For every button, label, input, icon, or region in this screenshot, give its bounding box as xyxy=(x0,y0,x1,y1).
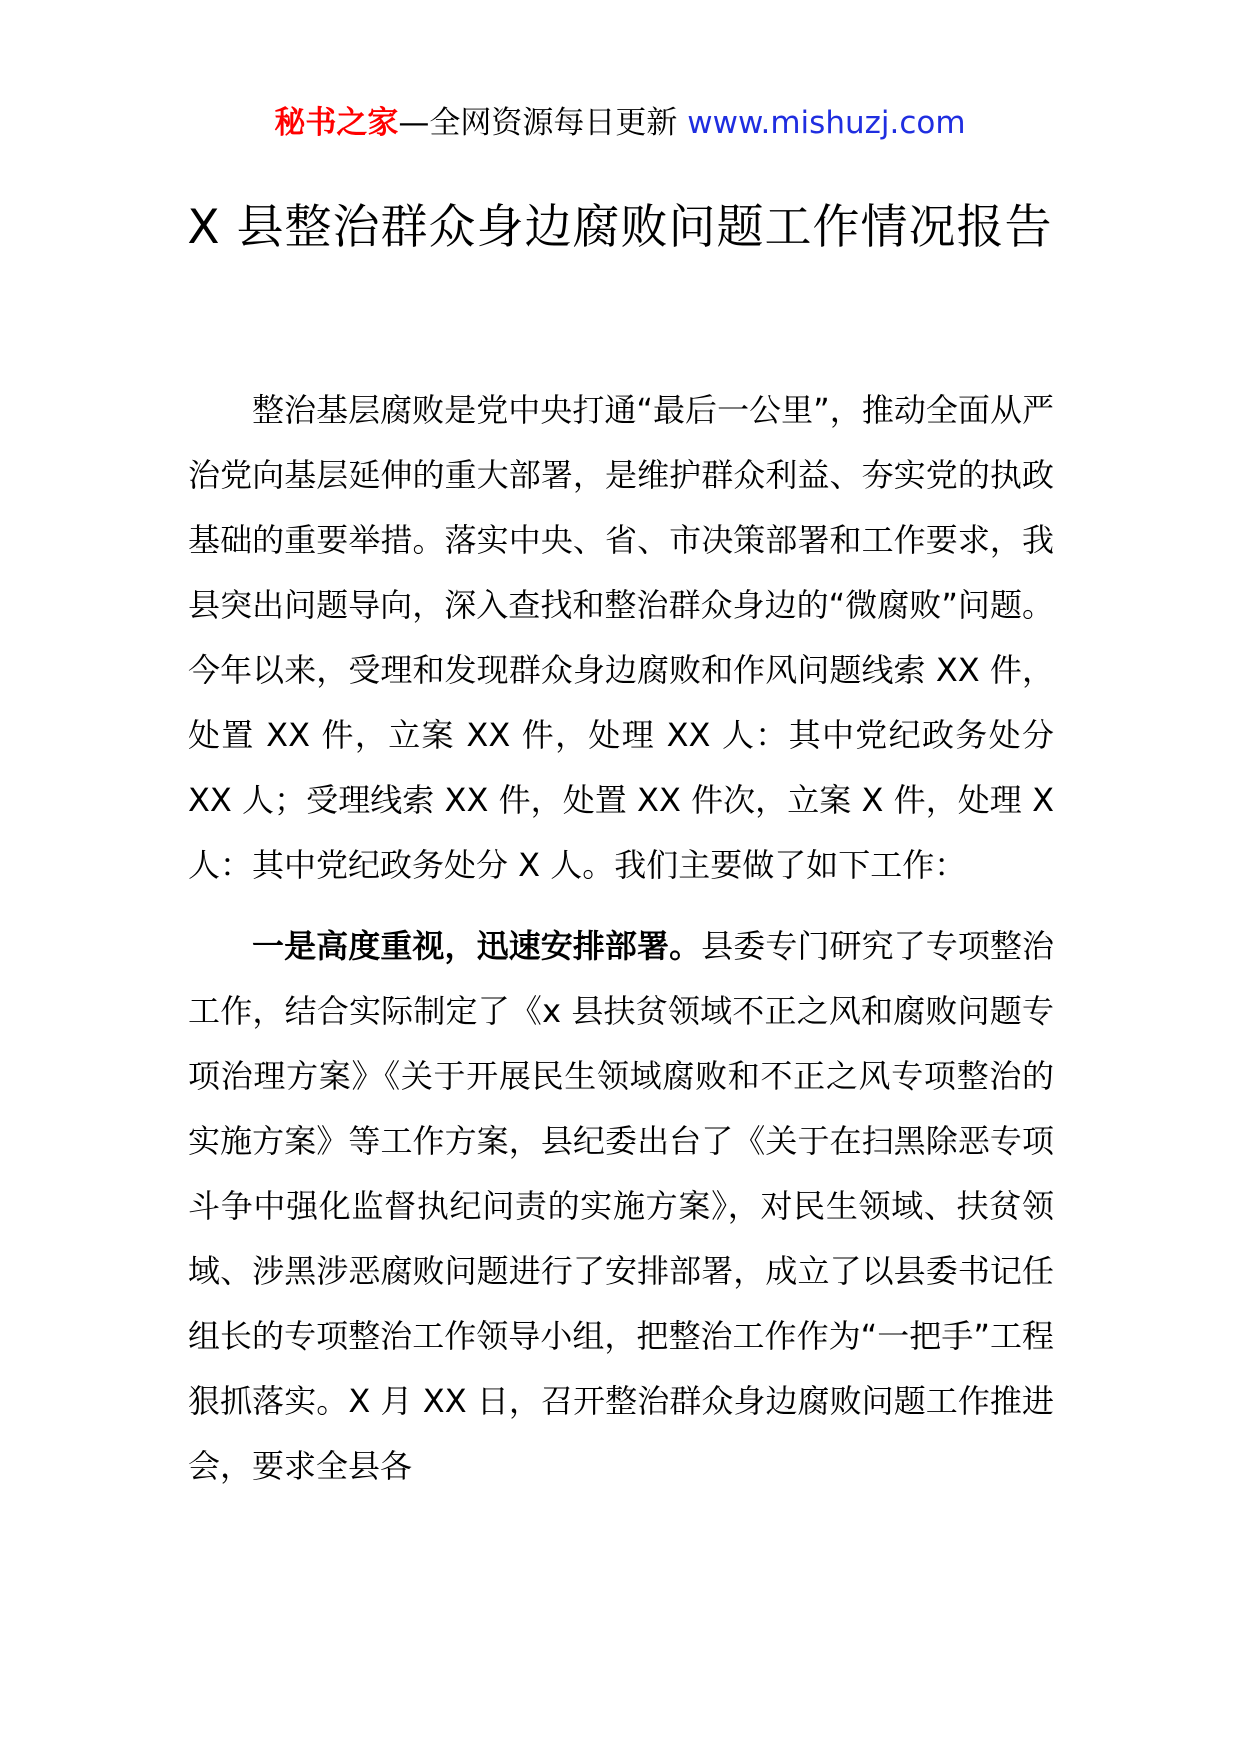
document-title: X 县整治群众身边腐败问题工作情况报告 xyxy=(187,200,1053,255)
paragraph-intro xyxy=(188,378,1054,898)
document-body xyxy=(188,378,1054,1515)
paragraph-text: 整治基层腐败是党中央打通“最后一公里”，推动全面从严治党向基层延伸的重大部署，是维护群众利益、夯实党的执政基础的重要举措。落实中央、省、市决策部署和工作要求，我县突出问题导向，深入查找和整治群众身边的“微腐败”问题。今年以来，受理和发现群众身边腐败和作风问题线索 XX 件，处置 XX 件，立案 XX 件，处理 XX 人：其中党纪政务处分 XX 人；受理线索 XX 件，处置 XX 件次，立案 X 件，处理 X 人：其中党纪政务处分 X 人。我们主要做了如下工作： xyxy=(188,391,1054,884)
site-url[interactable]: www.mishuzj.com xyxy=(687,105,966,141)
brand-name: 秘书之家 xyxy=(274,105,399,141)
header-tagline: —全网资源每日更新 xyxy=(398,105,688,141)
site-header xyxy=(0,100,1240,146)
paragraph-text: 县委专门研究了专项整治工作，结合实际制定了《x 县扶贫领域不正之风和腐败问题专项治理方案》《关于开展民生领域腐败和不正之风专项整治的实施方案》等工作方案，县纪委出台了《关于在扫黑除恶专项斗争中强化监督执纪问责的实施方案》，对民生领域、扶贫领域、涉黑涉恶腐败问题进行了安排部署，成立了以县委书记任组长的专项整治工作领导小组，把整治工作作为“一把手”工程狠抓落实。X 月 XX 日，召开整治群众身边腐败问题工作推进会，要求全县各 xyxy=(188,927,1054,1485)
paragraph-point-one xyxy=(188,914,1054,1499)
paragraph-lead: 一是高度重视，迅速安排部署。 xyxy=(252,927,702,965)
